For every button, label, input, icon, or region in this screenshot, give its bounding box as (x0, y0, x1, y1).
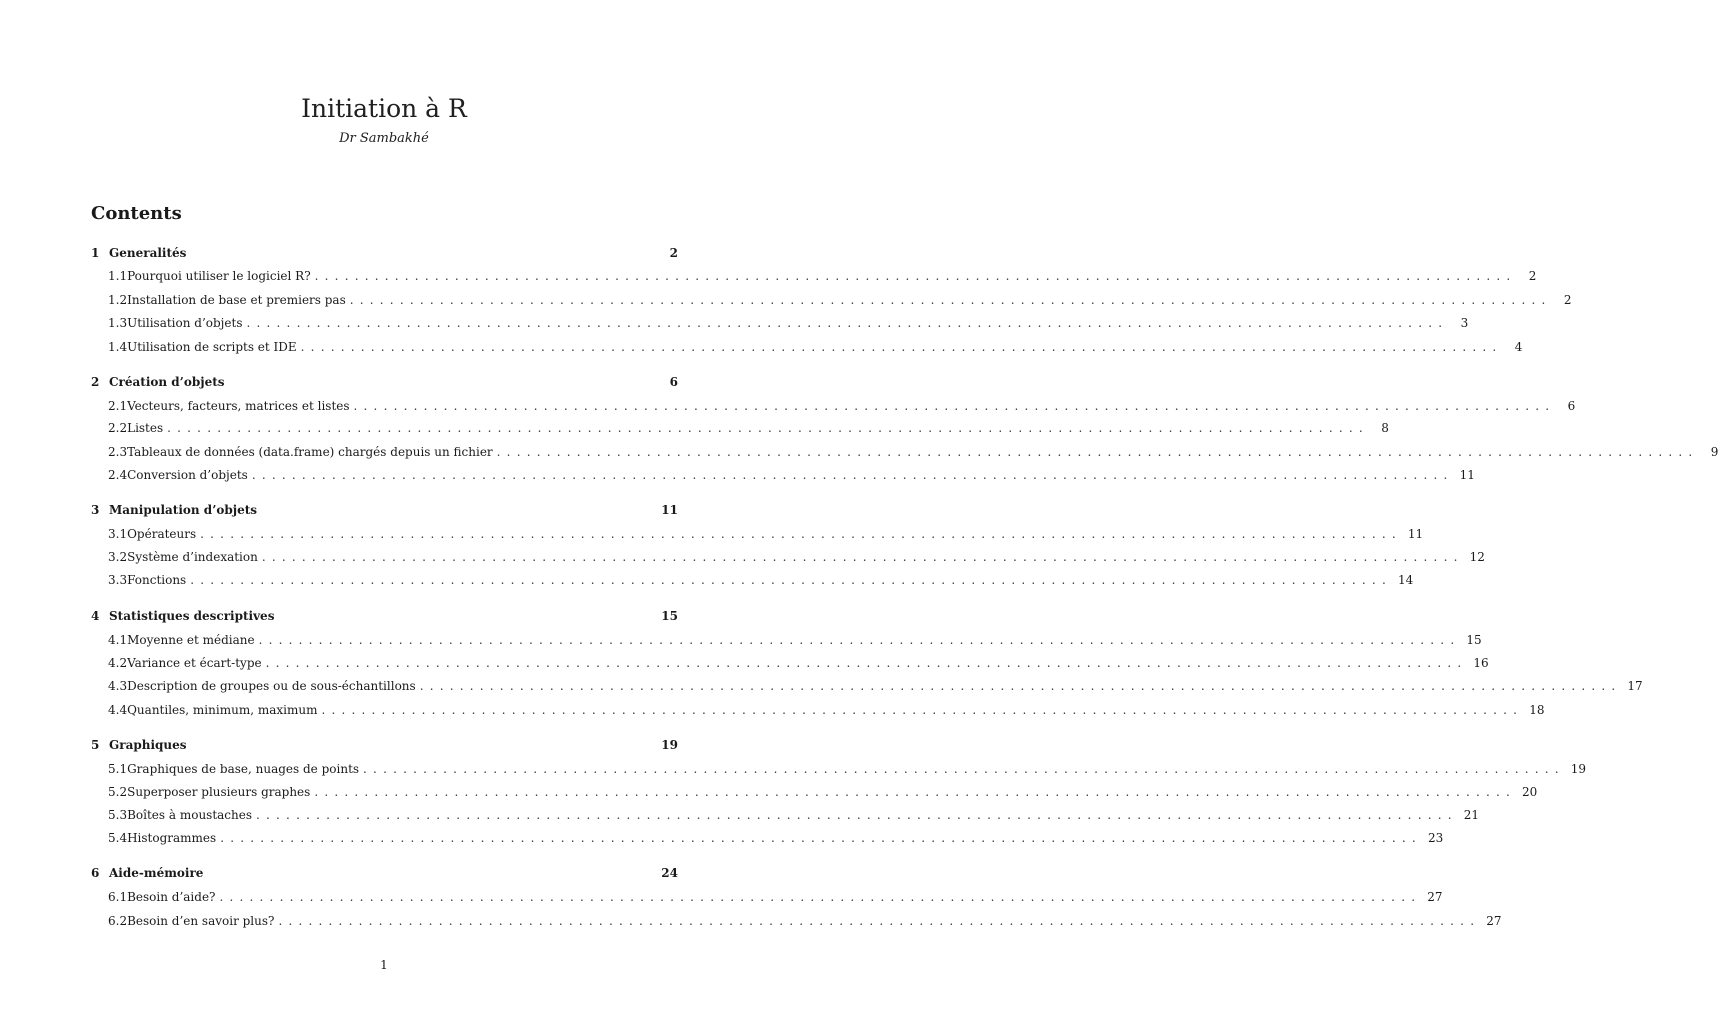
toc-entry-title: Opérateurs (127, 527, 197, 541)
toc-entry-page: 18 (1529, 703, 1545, 717)
toc-dot-leader: ........................................................................................................................ (321, 703, 1524, 717)
toc-dot-leader: ........................................................................................................................ (419, 679, 1622, 693)
toc-dot-leader: ........................................................................................................................ (220, 831, 1422, 845)
toc-section-2[interactable] (91, 373, 678, 391)
toc-entry-page: 16 (1473, 656, 1489, 670)
toc-entry-3-3[interactable] (108, 571, 1414, 589)
toc-section-page: 2 (669, 246, 678, 260)
toc-entry-number: 1.2 (108, 293, 128, 307)
toc-section-page: 11 (661, 503, 678, 517)
toc-section-number: 3 (91, 503, 100, 517)
toc-entry-page: 2 (1563, 293, 1572, 307)
toc-entry-title: Tableaux de données (data.frame) chargés depuis un fichier (127, 445, 493, 459)
toc-entry-title: Variance et écart-type (127, 656, 262, 670)
toc-entry-title: Superposer plusieurs graphes (127, 785, 311, 799)
toc-dot-leader: ........................................................................................................................ (200, 527, 1402, 541)
toc-dot-leader: ........................................................................................................................ (314, 269, 1517, 283)
toc-entry-title: Besoin d’en savoir plus? (127, 914, 275, 928)
toc-section-title: Manipulation d’objets (109, 503, 258, 517)
toc-entry-number: 4.2 (108, 656, 128, 670)
toc-section-number: 4 (91, 609, 100, 623)
toc-entry-title: Graphiques de base, nuages de points (127, 762, 360, 776)
toc-entry-5-4[interactable] (108, 829, 1444, 847)
toc-entry-number: 6.1 (108, 890, 128, 904)
toc-entry-number: 5.1 (108, 762, 128, 776)
toc-section-page: 24 (661, 866, 678, 880)
toc-entry-number: 2.4 (108, 468, 128, 482)
toc-entry-page: 8 (1381, 421, 1389, 435)
toc-entry-title: Système d’indexation (127, 550, 258, 564)
toc-entry-1-2[interactable] (108, 291, 1572, 309)
toc-entry-2-1[interactable] (108, 397, 1576, 415)
toc-entry-title: Histogrammes (127, 831, 217, 845)
toc-entry-page: 23 (1427, 831, 1444, 845)
toc-dot-leader: ........................................................................................................................ (167, 421, 1369, 435)
toc-entry-number: 4.1 (108, 633, 128, 647)
toc-entry-title: Besoin d’aide? (127, 890, 216, 904)
toc-entry-3-1[interactable] (108, 525, 1424, 543)
toc-section-number: 2 (91, 375, 100, 389)
toc-entry-title: Utilisation de scripts et IDE (127, 340, 297, 354)
toc-entry-page: 17 (1627, 679, 1643, 693)
toc-dot-leader: ........................................................................................................................ (261, 550, 1464, 564)
toc-section-title: Statistiques descriptives (109, 609, 275, 623)
toc-dot-leader: ........................................................................................................................ (219, 890, 1422, 904)
toc-entry-page: 11 (1407, 527, 1424, 541)
toc-dot-leader: ........................................................................................................................ (349, 293, 1552, 307)
toc-section-page: 19 (661, 738, 678, 752)
toc-entry-5-2[interactable] (108, 783, 1538, 801)
toc-entry-page: 27 (1486, 914, 1502, 928)
toc-entry-4-2[interactable] (108, 654, 1489, 672)
toc-section-5[interactable] (91, 736, 678, 754)
toc-section-3[interactable] (91, 501, 678, 519)
toc-section-title: Création d’objets (109, 375, 225, 389)
toc-dot-leader: ........................................................................................................................ (246, 316, 1449, 330)
toc-entry-page: 27 (1427, 890, 1443, 904)
toc-dot-leader: ........................................................................................................................ (258, 633, 1461, 647)
toc-dot-leader: ........................................................................................................................ (300, 340, 1503, 354)
toc-entry-5-1[interactable] (108, 760, 1587, 778)
toc-entry-page: 6 (1567, 399, 1576, 413)
toc-entry-number: 2.1 (108, 399, 128, 413)
toc-section-title: Generalités (109, 246, 187, 260)
toc-entry-page: 15 (1466, 633, 1482, 647)
toc-entry-title: Boîtes à moustaches (127, 808, 253, 822)
toc-section-number: 1 (91, 246, 100, 260)
toc-section-number: 5 (91, 738, 100, 752)
toc-entry-number: 5.4 (108, 831, 128, 845)
toc-entry-4-4[interactable] (108, 701, 1545, 719)
toc-entry-title: Description de groupes ou de sous-échantillons (127, 679, 416, 693)
toc-entry-number: 3.1 (108, 527, 128, 541)
toc-entry-number: 4.3 (108, 679, 128, 693)
toc-entry-title: Vecteurs, facteurs, matrices et listes (127, 399, 350, 413)
toc-entry-title: Moyenne et médiane (127, 633, 255, 647)
toc-entry-3-2[interactable] (108, 548, 1485, 566)
toc-entry-4-1[interactable] (108, 631, 1482, 649)
toc-entry-5-3[interactable] (108, 806, 1480, 824)
toc-entry-number: 4.4 (108, 703, 128, 717)
toc-section-1[interactable] (91, 244, 678, 262)
toc-entry-number: 5.2 (108, 785, 128, 799)
toc-entry-2-4[interactable] (108, 466, 1475, 484)
toc-entry-page: 14 (1397, 573, 1414, 587)
toc-dot-leader: ........................................................................................................................ (190, 573, 1392, 587)
toc-entry-number: 2.3 (108, 445, 128, 459)
toc-entry-title: Pourquoi utiliser le logiciel R? (127, 269, 311, 283)
toc-entry-page: 21 (1463, 808, 1480, 822)
toc-entry-4-3[interactable] (108, 677, 1643, 695)
toc-dot-leader: ........................................................................................................................ (265, 656, 1468, 670)
toc-entry-number: 1.1 (108, 269, 128, 283)
toc-entry-6-2[interactable] (108, 912, 1502, 930)
toc-dot-leader: ........................................................................................................................ (353, 399, 1556, 413)
toc-dot-leader: ........................................................................................................................ (314, 785, 1517, 799)
toc-section-page: 6 (669, 375, 678, 389)
toc-entry-number: 1.4 (108, 340, 128, 354)
toc-entry-page: 12 (1469, 550, 1485, 564)
toc-entry-title: Utilisation d’objets (127, 316, 243, 330)
toc-entry-number: 2.2 (108, 421, 128, 435)
toc-section-page: 15 (661, 609, 678, 623)
toc-entry-page: 9 (1710, 445, 1718, 459)
toc-dot-leader: ........................................................................................................................ (278, 914, 1481, 928)
toc-section-6[interactable] (91, 864, 678, 882)
toc-entry-page: 19 (1570, 762, 1587, 776)
toc-entry-number: 3.2 (108, 550, 128, 564)
toc-section-4[interactable] (91, 607, 678, 625)
toc-entry-page: 3 (1460, 316, 1469, 330)
toc-entry-6-1[interactable] (108, 888, 1443, 906)
toc-section-title: Aide-mémoire (109, 866, 204, 880)
contents-heading: Contents (91, 203, 182, 224)
toc-dot-leader: ........................................................................................................................ (256, 808, 1458, 822)
toc-entry-title: Quantiles, minimum, maximum (127, 703, 318, 717)
toc-section-title: Graphiques (109, 738, 187, 752)
toc-dot-leader: ........................................................................................................................ (251, 468, 1454, 482)
document-author: Dr Sambakhé (339, 131, 429, 146)
toc-entry-2-3[interactable] (108, 443, 1718, 461)
toc-section-number: 6 (91, 866, 100, 880)
toc-entry-number: 3.3 (108, 573, 128, 587)
toc-entry-1-4[interactable] (108, 338, 1523, 356)
toc-dot-leader: ........................................................................................................................ (363, 762, 1565, 776)
toc-entry-title: Fonctions (127, 573, 187, 587)
toc-entry-title: Installation de base et premiers pas (127, 293, 346, 307)
toc-entry-title: Conversion d’objets (127, 468, 248, 482)
toc-entry-number: 6.2 (108, 914, 128, 928)
toc-entry-page: 20 (1522, 785, 1538, 799)
document-title: Initiation à R (301, 94, 467, 123)
toc-entry-number: 5.3 (108, 808, 128, 822)
toc-entry-1-3[interactable] (108, 314, 1469, 332)
page-number: 1 (380, 958, 388, 972)
toc-dot-leader: ........................................................................................................................ (496, 445, 1699, 459)
toc-entry-page: 2 (1528, 269, 1537, 283)
toc-entry-title: Listes (127, 421, 164, 435)
toc-entry-number: 1.3 (108, 316, 128, 330)
toc-entry-1-1[interactable] (108, 267, 1537, 285)
toc-entry-2-2[interactable] (108, 419, 1389, 437)
toc-entry-page: 11 (1459, 468, 1475, 482)
toc-entry-page: 4 (1514, 340, 1523, 354)
